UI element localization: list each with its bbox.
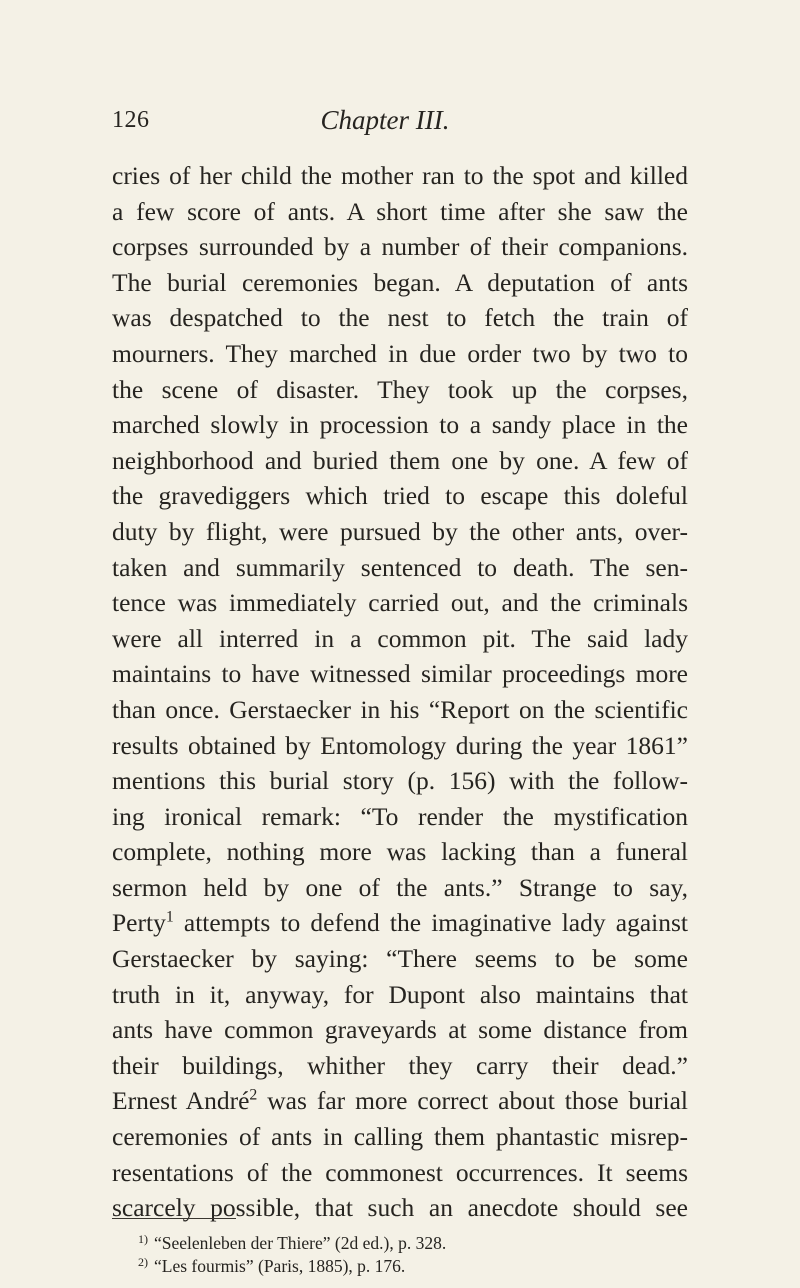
body-line: Gerstaecker by saying: “There seems to be some [112,944,688,974]
body-line: the scene of disaster. They took up the corpses, [112,374,688,404]
body-line: tence was immediately carried out, and the criminals [112,588,688,618]
body-line: the gravediggers which tried to escape this doleful [112,481,688,511]
body-line: results obtained by Entomology during the year 1861” [112,730,688,760]
body-line: scarcely possible, that such an anecdote should see [112,1193,688,1223]
body-line: a few score of ants. A short time after she saw the [112,196,688,226]
body-line: sermon held by one of the ants.” Strange to say, [112,872,688,902]
body-line: The burial ceremonies began. A deputation of ants [112,267,688,297]
body-line: complete, nothing more was lacking than a funeral [112,837,688,867]
body-line: resentations of the commonest occurrences. It seems [112,1157,688,1187]
body-line: than once. Gerstaecker in his “Report on the scientific [112,694,688,724]
running-head: Chapter III. [320,105,450,135]
body-line: duty by flight, were pursued by the other ants, over- [112,516,688,546]
body-line: mentions this burial story (p. 156) with the follow- [112,766,688,796]
body-line-with-footnote-ref: Ernest André$^2$ was far more correct about those burial [112,1086,688,1116]
footnote-ref: 2 [249,1086,258,1104]
body-line: marched slowly in procession to a sandy place in the [112,410,688,440]
body-line: ceremonies of ants in calling them phantastic misrep- [112,1122,688,1152]
body-line: ing ironical remark: “To render the mystification [112,801,688,831]
footnote-ref: 1 [165,908,174,926]
footnote [138,1228,658,1251]
body-line: neighborhood and buried them one by one. A few of [112,445,688,475]
footnote [138,1251,658,1274]
footnote-mark: 1) [138,1232,148,1246]
body-line: mourners. They marched in due order two by two to [112,338,688,368]
body-line: was despatched to the nest to fetch the train of [112,303,688,333]
body-line-with-footnote-ref: Perty$^1$ attempts to defend the imaginative lady against [112,908,688,938]
body-line: were all interred in a common pit. The said lady [112,623,688,653]
footnotes [138,1228,658,1274]
body-line: ants have common graveyards at some distance from [112,1015,688,1045]
footnote-rule [112,1218,236,1219]
body-line: corpses surrounded by a number of their companions. [112,232,688,262]
footnote-text: “Seelenleben der Thiere” (2d ed.), p. 328. [154,1233,447,1253]
footnote-mark: 2) [138,1255,148,1269]
page-number: 126 [112,107,150,133]
body-line: maintains to have witnessed similar proceedings more [112,659,688,689]
body-line: truth in it, anyway, for Dupont also maintains that [112,979,688,1009]
body-text [112,158,688,1226]
page-header [112,100,688,140]
body-line: taken and summarily sentenced to death. The sen- [112,552,688,582]
footnote-text: “Les fourmis” (Paris, 1885), p. 176. [154,1256,406,1276]
body-line: cries of her child the mother ran to the spot and killed [112,161,688,190]
body-line: their buildings, whither they carry their dead.” [112,1050,688,1080]
